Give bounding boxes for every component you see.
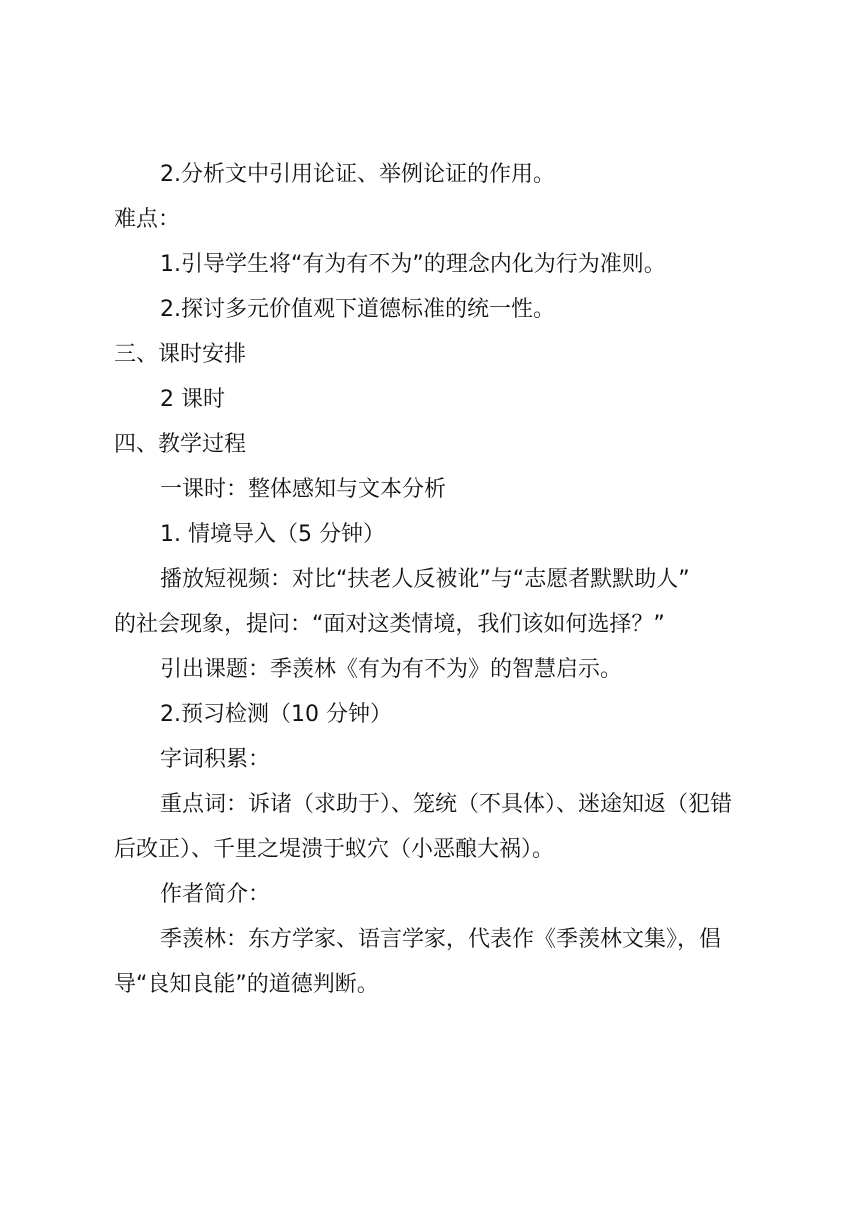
section-heading-process: 四、教学过程 [114,432,247,457]
section-heading-schedule: 三、课时安排 [114,342,247,367]
text-line-difficulty-2: 2.探讨多元价值观下道德标准的统一性。 [160,297,555,322]
text-line-key-point-2: 2.分析文中引用论证、举例论证的作用。 [160,162,555,187]
text-line-author-bio-cont: 导“良知良能”的道德判断。 [114,972,379,997]
text-line-difficulty-1: 1.引导学生将“有为有不为”的理念内化为行为准则。 [160,252,666,277]
text-line-author-bio: 季羡林：东方学家、语言学家，代表作《季羡林文集》，倡 [160,927,722,952]
text-line-lesson-one: 一课时：整体感知与文本分析 [160,477,447,502]
text-line-vocab: 字词积累： [160,747,271,772]
text-line-step-1: 1. 情境导入（5 分钟） [160,522,385,547]
text-line-key-words-cont: 后改正）、千里之堤溃于蚁穴（小恶酿大祸）。 [114,837,555,862]
text-line-key-words: 重点词：诉诸（求助于）、笼统（不具体）、迷途知返（犯错 [160,792,733,817]
heading-difficulties: 难点： [114,207,181,232]
text-line-video: 播放短视频：对比“扶老人反被讹”与“志愿者默默助人” [160,567,690,592]
text-line-hours: 2 课时 [160,387,225,412]
text-line-step-2: 2.预习检测（10 分钟） [160,702,392,727]
text-line-author: 作者简介： [160,882,271,907]
text-line-topic: 引出课题：季羡林《有为有不为》的智慧启示。 [160,657,623,682]
text-line-video-cont: 的社会现象，提问：“面对这类情境，我们该如何选择？” [114,612,665,637]
